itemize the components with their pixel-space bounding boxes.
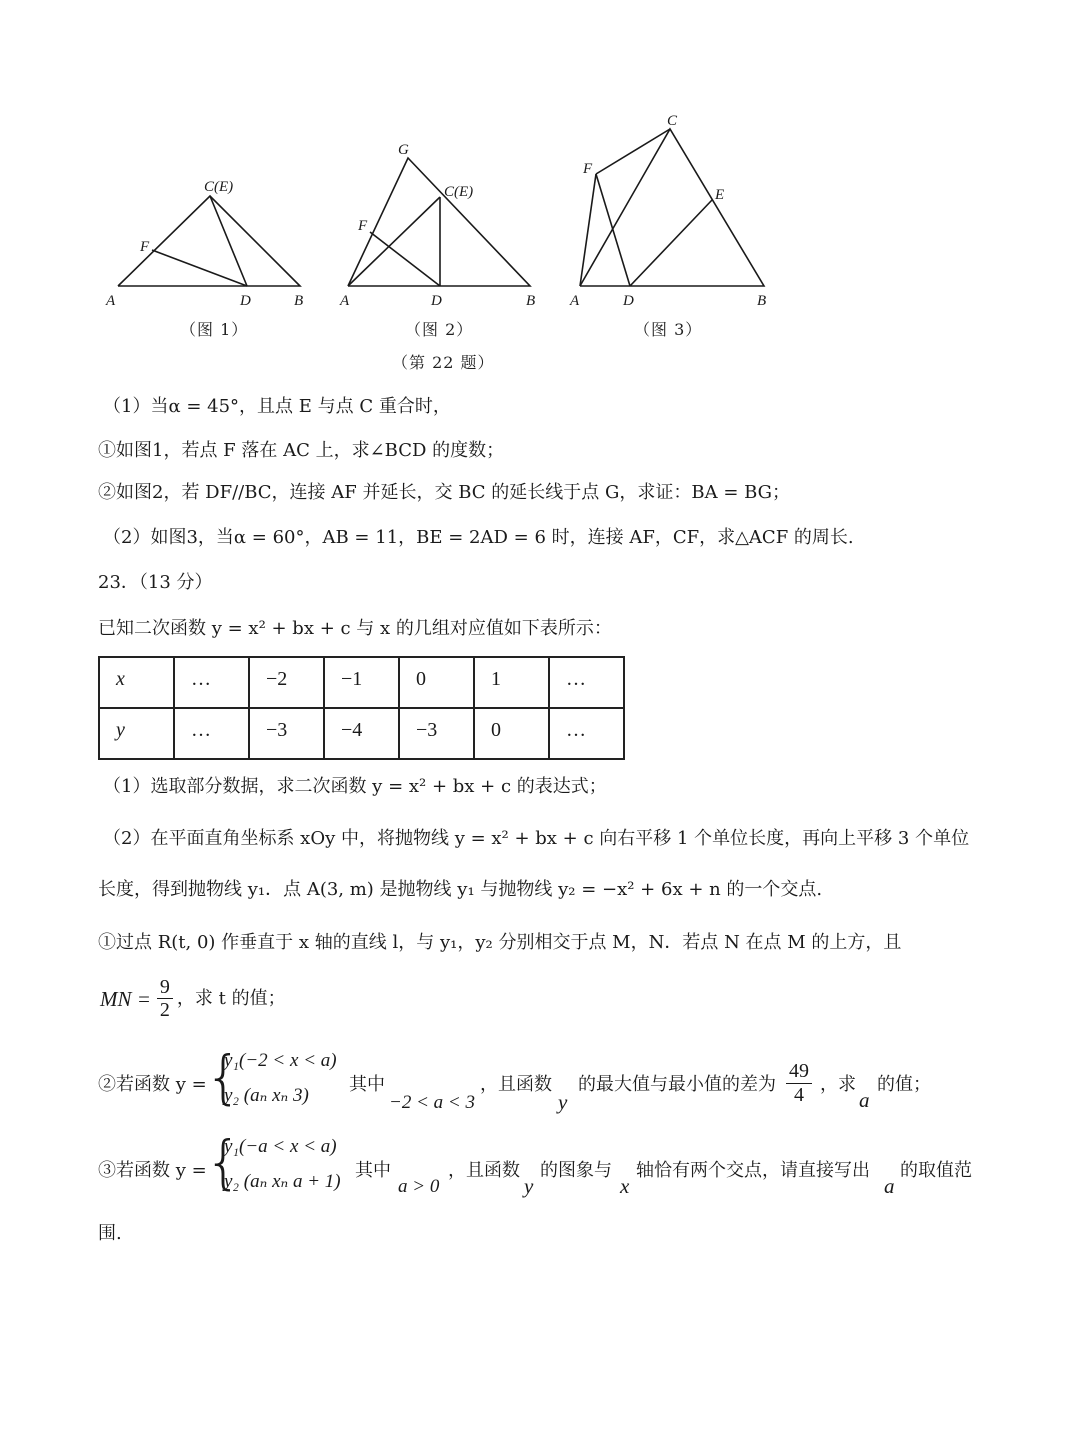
- q23-part2b-prefix: ②若函数 y =: [98, 1074, 207, 1095]
- q23-part2b-case2: y₂ (aₙ xₙ 3): [224, 1085, 309, 1106]
- fig1-label-C: C(E): [204, 179, 234, 195]
- fig3-label-C: C: [667, 113, 678, 129]
- fig2-label-D: D: [431, 293, 442, 309]
- table-cell: 1: [474, 657, 549, 708]
- q23-part2c-prefix: ③若函数 y =: [98, 1160, 207, 1181]
- q23-part2c-text4: 的取值范: [900, 1160, 972, 1181]
- q23-part2c-a: a: [884, 1174, 895, 1198]
- fig2-caption: （图 2）: [405, 320, 474, 339]
- fig1-label-F: F: [140, 239, 150, 255]
- fraction-numerator: 49: [786, 1060, 812, 1084]
- q23-part2a-line1: ①过点 R(t, 0) 作垂直于 x 轴的直线 l，与 y₁，y₂ 分别相交于点 M，N．若点 N 在点 M 的上方，且: [98, 932, 902, 953]
- figures-svg: [0, 0, 1080, 380]
- figure-3: [569, 113, 766, 309]
- q23-part2b-text2: 的最大值与最小值的差为: [578, 1074, 776, 1095]
- q23-part2-line2: 长度，得到抛物线 y₁．点 A(3, m) 是抛物线 y₁ 与抛物线 y₂ = −x² + 6x + n 的一个交点.: [98, 879, 823, 900]
- fig2-label-A: A: [340, 293, 350, 309]
- q23-part2a-tail: ，求 t 的值；: [176, 987, 286, 1009]
- q23-part2a-line2: [100, 976, 286, 1021]
- fig3-label-B: B: [757, 293, 767, 309]
- table-cell: −2: [249, 657, 324, 708]
- q23-part2b-case1: y₁(−2 < x < a): [224, 1050, 337, 1071]
- table-cell: x: [99, 657, 174, 708]
- q23-part2c-text3: 轴恰有两个交点，请直接写出: [636, 1160, 870, 1181]
- q23-part2c-end: 围.: [98, 1223, 122, 1244]
- q23-part1: （1）选取部分数据，求二次函数 y = x² + bx + c 的表达式；: [103, 776, 607, 797]
- fraction-49-4: [786, 1060, 812, 1107]
- q23-part2c-x: x: [620, 1174, 630, 1198]
- fig2-label-F: F: [358, 218, 368, 234]
- fig3-label-F: F: [583, 161, 593, 177]
- table-cell: …: [549, 708, 624, 759]
- table-cell: …: [174, 708, 249, 759]
- q23-part2b-text3: ，求: [820, 1074, 856, 1095]
- fig1-label-A: A: [106, 293, 116, 309]
- q22-part1: （1）当α = 45°，且点 E 与点 C 重合时，: [103, 396, 451, 417]
- table-cell: …: [174, 657, 249, 708]
- brace-icon: {: [205, 1043, 242, 1111]
- fig3-caption: （图 3）: [634, 320, 703, 339]
- q23-header: 23．（13 分）: [98, 572, 213, 593]
- fig2-label-G: G: [398, 142, 409, 158]
- fig3-label-E: E: [715, 187, 725, 203]
- figure-2: [339, 142, 535, 309]
- q22-part2: （2）如图3，当α = 60°，AB = 11，BE = 2AD = 6 时，连接 AF，CF，求△ACF 的周长.: [103, 527, 854, 548]
- q23-part2b-y: y: [558, 1090, 568, 1114]
- fraction-denominator: 4: [794, 1084, 804, 1106]
- q23-part2c-case2: y₂ (aₙ xₙ a + 1): [224, 1171, 341, 1192]
- q23-part2c-text: ，且函数: [448, 1160, 520, 1181]
- table-row: [99, 657, 624, 708]
- table-cell: …: [549, 657, 624, 708]
- q23-part2c-case1: y₁(−a < x < a): [224, 1136, 337, 1157]
- fraction-numerator: 9: [157, 976, 173, 999]
- q22-part1b: ②如图2，若 DF//BC，连接 AF 并延长，交 BC 的延长线于点 G，求证：BA = BG；: [98, 482, 791, 503]
- fig2-label-B: B: [526, 293, 536, 309]
- q23-part2b-text: ，且函数: [480, 1074, 552, 1095]
- q23-part2c-y: y: [524, 1174, 534, 1198]
- table-cell: −1: [324, 657, 399, 708]
- q23-part2b-a: a: [859, 1088, 870, 1112]
- q23-part2c-condition: a > 0: [398, 1176, 440, 1197]
- q23-part2c-mid: 其中: [355, 1160, 391, 1181]
- fraction-9-2: [157, 976, 173, 1021]
- q23-part2b-condition: −2 < a < 3: [389, 1092, 475, 1113]
- fig3-label-D: D: [623, 293, 634, 309]
- q23-part2b-mid: 其中: [349, 1074, 385, 1095]
- table-cell: 0: [474, 708, 549, 759]
- q22-part1a: ①如图1，若点 F 落在 AC 上，求∠BCD 的度数；: [98, 440, 505, 461]
- table-cell: y: [99, 708, 174, 759]
- fig1-label-B: B: [294, 293, 304, 309]
- fraction-denominator: 2: [159, 999, 170, 1021]
- table-cell: −4: [324, 708, 399, 759]
- fig2-label-C: C(E): [444, 184, 474, 200]
- table-cell: 0: [399, 657, 474, 708]
- q23-part2b-text4: 的值；: [877, 1074, 931, 1095]
- q23-part2-line1: （2）在平面直角坐标系 xOy 中，将抛物线 y = x² + bx + c 向右平移 1 个单位长度，再向上平移 3 个单位: [103, 828, 970, 849]
- table-cell: −3: [399, 708, 474, 759]
- value-table: [98, 656, 625, 760]
- brace-icon: {: [205, 1128, 242, 1196]
- fig1-caption: （图 1）: [180, 320, 249, 339]
- q23-intro: 已知二次函数 y = x² + bx + c 与 x 的几组对应值如下表所示：: [98, 618, 612, 639]
- fig3-label-A: A: [570, 293, 580, 309]
- fig1-label-D: D: [240, 293, 251, 309]
- mn-expression: MN =: [100, 986, 151, 1011]
- problem-22-caption: （第 22 题）: [392, 353, 495, 372]
- table-row: [99, 708, 624, 759]
- table-cell: −3: [249, 708, 324, 759]
- q23-part2c-text2: 的图象与: [540, 1160, 612, 1181]
- figure-1: [105, 179, 303, 309]
